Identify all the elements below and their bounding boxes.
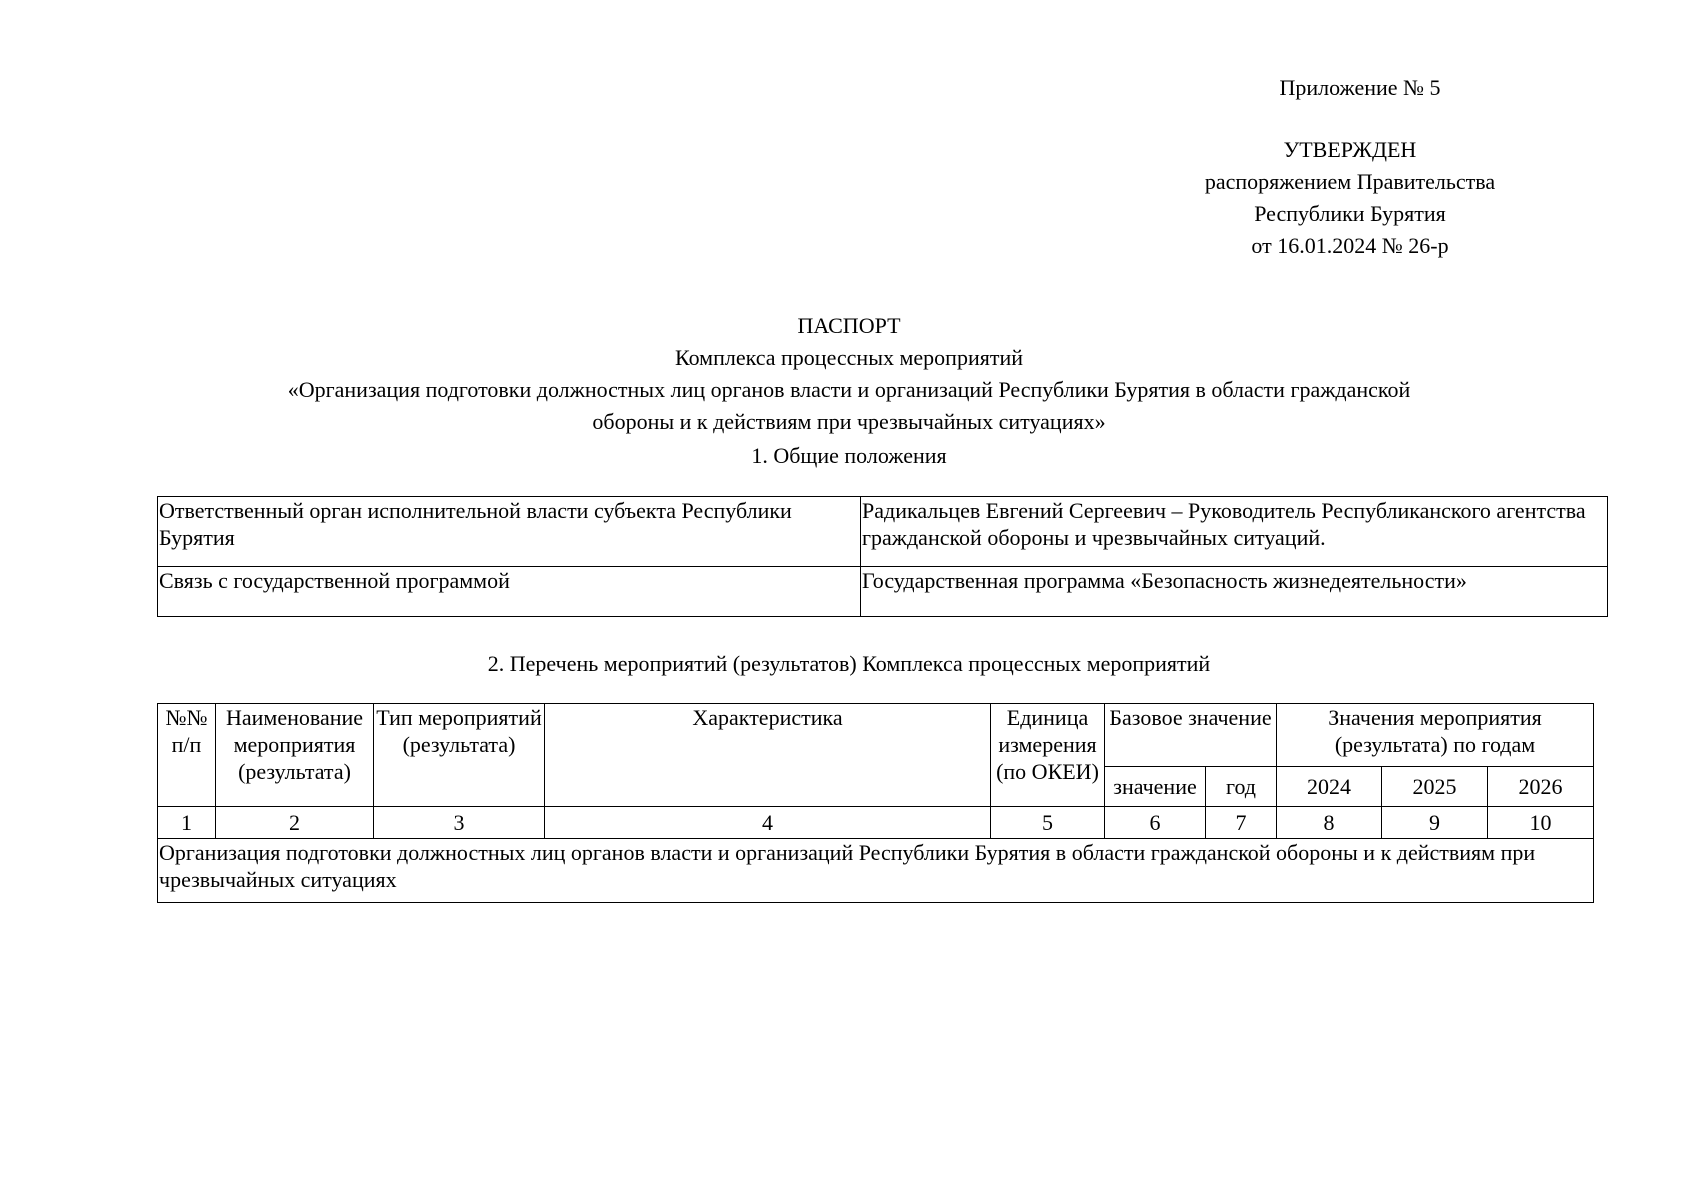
header-year-2025: 2025	[1382, 767, 1488, 807]
header-type: Тип мероприятий (результата)	[374, 704, 545, 807]
table-header-row	[158, 704, 1594, 767]
appendix-label: Приложение № 5	[1279, 75, 1441, 100]
column-number: 7	[1206, 807, 1277, 839]
approved-line-2: Республики Бурятия	[1254, 201, 1446, 226]
document-title-line-4: обороны и к действиям при чрезвычайных ситуациях»	[592, 409, 1106, 434]
header-unit: Единица измерения (по ОКЕИ)	[991, 704, 1105, 807]
document-title-line-3: «Организация подготовки должностных лиц органов власти и организаций Республики Бурятия в области гражданской	[287, 377, 1411, 402]
header-year-2024: 2024	[1277, 767, 1382, 807]
document-title: ПАСПОРТ	[797, 313, 901, 338]
column-number: 10	[1488, 807, 1594, 839]
activities-table	[157, 703, 1594, 903]
column-number-row	[158, 807, 1594, 839]
header-values: Значения мероприятия (результата) по годам	[1277, 704, 1594, 767]
approved-line-1: распоряжением Правительства	[1204, 169, 1496, 194]
table-row	[158, 567, 1608, 617]
column-number: 3	[374, 807, 545, 839]
approval-block	[1120, 134, 1580, 262]
header-characteristic: Характеристика	[545, 704, 991, 807]
general-provisions-table	[157, 496, 1608, 617]
header-num: №№ п/п	[158, 704, 216, 807]
approved-line-3: от 16.01.2024 № 26-р	[1251, 233, 1449, 258]
section-1-heading: 1. Общие положения	[751, 443, 947, 468]
group-row-title: Организация подготовки должностных лиц органов власти и организаций Республики Бурятия в области гражданской обороны и к действиям при чрезвычайных ситуациях	[158, 839, 1594, 903]
responsible-body-value: Радикальцев Евгений Сергеевич – Руководитель Республиканского агентства гражданской обороны и чрезвычайных ситуаций.	[861, 497, 1608, 567]
column-number: 9	[1382, 807, 1488, 839]
header-base-year: год	[1206, 767, 1277, 807]
column-number: 6	[1105, 807, 1206, 839]
table-row	[158, 497, 1608, 567]
column-number: 4	[545, 807, 991, 839]
column-number: 1	[158, 807, 216, 839]
column-number: 2	[216, 807, 374, 839]
header-year-2026: 2026	[1488, 767, 1594, 807]
document-subtitle: Комплекса процессных мероприятий	[675, 345, 1023, 370]
responsible-body-label: Ответственный орган исполнительной власти субъекта Республики Бурятия	[158, 497, 861, 567]
header-base: Базовое значение	[1105, 704, 1277, 767]
program-link-value: Государственная программа «Безопасность жизнедеятельности»	[861, 567, 1608, 617]
header-name: Наименование мероприятия (результата)	[216, 704, 374, 807]
program-link-label: Связь с государственной программой	[158, 567, 861, 617]
header-base-value: значение	[1105, 767, 1206, 807]
section-2-heading: 2. Перечень мероприятий (результатов) Комплекса процессных мероприятий	[487, 651, 1211, 676]
table-row	[158, 839, 1594, 903]
column-number: 8	[1277, 807, 1382, 839]
column-number: 5	[991, 807, 1105, 839]
approved-title: УТВЕРЖДЕН	[1283, 137, 1417, 162]
